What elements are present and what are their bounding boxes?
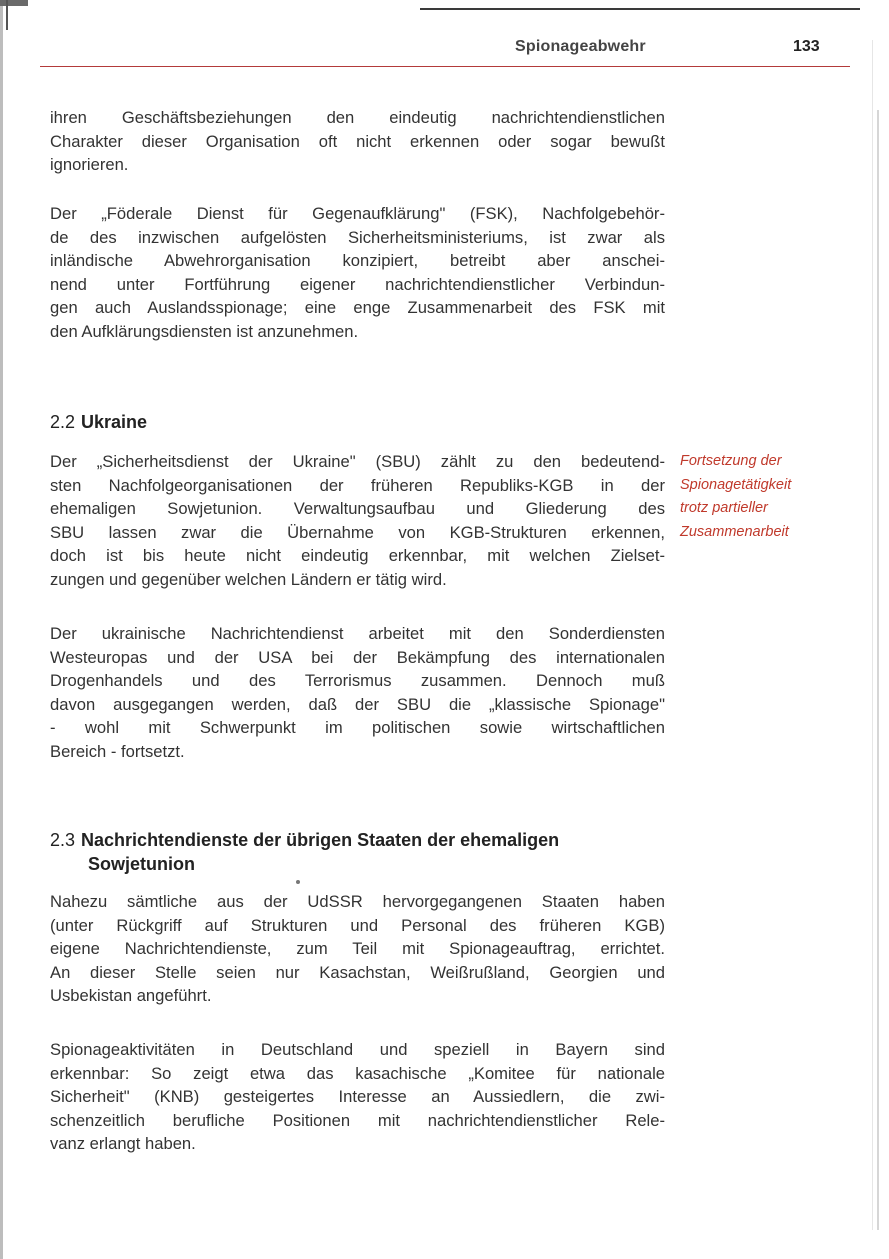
scan-edge-top <box>420 8 860 10</box>
paragraph-other-states <box>50 890 665 1008</box>
text-line: (unter Rückgriff auf Strukturen und Personal des früheren KGB) <box>50 915 665 935</box>
section-heading-2-2 <box>50 410 147 434</box>
paragraph-ukraine-service <box>50 622 665 763</box>
scan-edge-right-inner <box>872 40 873 1230</box>
header-rule <box>40 66 850 67</box>
scan-edge-right <box>877 110 879 1230</box>
margin-note-line: Zusammenarbeit <box>680 523 789 540</box>
text-line: den Aufklärungsdiensten ist anzunehmen. <box>50 321 359 341</box>
text-line: SBU lassen zwar die Übernahme von KGB-Strukturen erkennen, <box>50 522 665 542</box>
text-line: ignorieren. <box>50 155 129 174</box>
text-line: eigene Nachrichtendienste, zum Teil mit Spionageauftrag, errichtet. <box>50 939 665 958</box>
scan-mark-top-left <box>0 0 28 6</box>
paragraph-fsk <box>50 202 665 343</box>
text-line: doch ist bis heute nicht eindeutig erkennbar, mit welchen Zielset- <box>50 546 665 565</box>
section-number: 2.3 <box>50 830 76 850</box>
text-line: ehemaligen Sowjetunion. Verwaltungsaufbau und Gliederung des <box>50 499 665 518</box>
text-line: vanz erlangt haben. <box>50 1134 196 1153</box>
text-line: de des inzwischen aufgelösten Sicherheitsministeriums, ist zwar als <box>50 227 665 247</box>
text-line: Sicherheit" (KNB) gesteigertes Interesse an Aussiedlern, die zwi- <box>50 1087 665 1106</box>
text-line: schenzeitlich berufliche Positionen mit nachrichtendienstlicher Rele- <box>50 1110 665 1130</box>
text-line: Der „Sicherheitsdienst der Ukraine" (SBU) zählt zu den bedeutend- <box>50 452 665 471</box>
running-header-title: Spionageabwehr <box>515 38 646 55</box>
paragraph-sbu <box>50 450 665 591</box>
scan-edge-left <box>0 0 3 1259</box>
scan-speck <box>296 880 300 884</box>
text-line: Usbekistan angeführt. <box>50 986 212 1005</box>
text-line: inländische Abwehrorganisation konzipiert, betreibt aber anschei- <box>50 251 665 270</box>
text-line: nend unter Fortführung eigener nachrichtendienstlicher Verbindun- <box>50 274 665 294</box>
text-line: zungen und gegenüber welchen Ländern er tätig wird. <box>50 569 447 589</box>
section-heading-2-3 <box>50 828 559 876</box>
section-title-continued: Sowjetunion <box>88 854 195 874</box>
text-line: davon ausgegangen werden, daß der SBU die „klassische Spionage" <box>50 694 665 714</box>
section-number: 2.2 <box>50 412 76 432</box>
text-line: erkennbar: So zeigt etwa das kasachische „Komitee für nationale <box>50 1063 665 1083</box>
text-line: An dieser Stelle seien nur Kasachstan, Weißrußland, Georgien und <box>50 962 665 982</box>
text-line: sten Nachfolgeorganisationen der früheren Republiks-KGB in der <box>50 475 665 495</box>
text-line: Der „Föderale Dienst für Gegenaufklärung" (FSK), Nachfolgebehör- <box>50 204 665 223</box>
text-line: ihren Geschäftsbeziehungen den eindeutig nachrichtendienstlichen <box>50 108 665 127</box>
margin-note-line: Spionagetätigkeit <box>680 476 792 493</box>
section-title: Nachrichtendienste der übrigen Staaten der ehemaligen <box>81 830 560 850</box>
text-line: - wohl mit Schwerpunkt im politischen sowie wirtschaftlichen <box>50 718 665 737</box>
text-line: Westeuropas und der USA bei der Bekämpfung des internationalen <box>50 647 665 667</box>
text-line: Bereich - fortsetzt. <box>50 741 185 761</box>
text-line: Drogenhandels und des Terrorismus zusammen. Dennoch muß <box>50 671 665 690</box>
margin-note-line: Fortsetzung der <box>680 453 782 469</box>
margin-note <box>680 450 850 544</box>
text-line: Spionageaktivitäten in Deutschland und speziell in Bayern sind <box>50 1040 665 1059</box>
margin-note-line: trotz partieller <box>680 500 768 516</box>
text-line: gen auch Auslandsspionage; eine enge Zusammenarbeit des FSK mit <box>50 298 665 317</box>
text-line: Der ukrainische Nachrichtendienst arbeitet mit den Sonderdiensten <box>50 624 665 643</box>
text-line: Nahezu sämtliche aus der UdSSR hervorgegangenen Staaten haben <box>50 892 665 911</box>
text-line: Charakter dieser Organisation oft nicht erkennen oder sogar bewußt <box>50 131 665 151</box>
paragraph-intro <box>50 106 665 177</box>
scan-mark-left-line <box>6 0 8 30</box>
page-number: 133 <box>793 38 820 55</box>
paragraph-espionage-bavaria <box>50 1038 665 1156</box>
section-title: Ukraine <box>81 412 148 432</box>
